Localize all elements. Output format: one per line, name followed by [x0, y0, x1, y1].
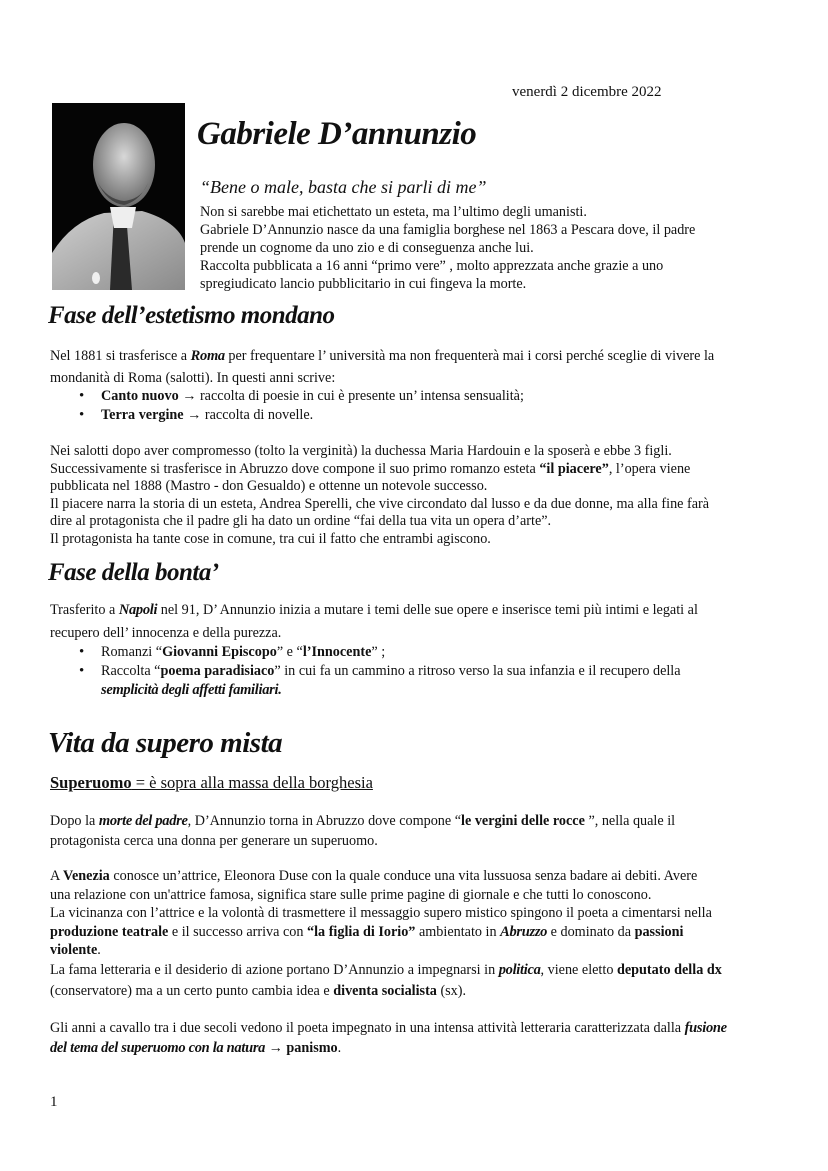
paragraph [50, 599, 698, 645]
text-segment: Successivamente si trasferisce in Abruzzo dove compone il suo primo romanzo esteta [50, 460, 540, 477]
text-line [50, 867, 712, 886]
section-heading-bonta: Fase della bonta’ [48, 559, 219, 586]
text-line [50, 904, 712, 923]
text-line [101, 681, 681, 700]
text-segment: pubblicata nel 1888 (Mastro - don Gesualdo) e ottenne un notevole successo. [50, 478, 488, 495]
text-segment: Il piacere narra la storia di un esteta, Andrea Sperelli, che vive circondato dal lusso e da due donne, ma alla fine farà [50, 495, 710, 512]
emphasis-text: poema paradisiaco [160, 663, 275, 679]
text-segment: Gabriele D’Annunzio nasce da una famiglia borghese nel 1863 a Pescara dove, il padre [200, 222, 696, 238]
text-segment: Nei salotti dopo aver compromesso (tolto la verginità) la duchessa Maria Hardouin e la sposerà e ebbe 3 figli. [50, 443, 672, 459]
text-segment: una relazione con un'attrice famosa, significa stare sulle prime pagine di giornale e che tutti lo conoscono. [50, 886, 652, 903]
text-segment: → [265, 1040, 287, 1056]
text-line [50, 981, 722, 1002]
emphasis-text: “il piacere” [539, 460, 609, 477]
text-line [50, 478, 709, 496]
text-segment: e dominato da [547, 923, 635, 940]
text-line [50, 496, 709, 514]
emphasis-text: produzione teatrale [50, 923, 169, 940]
handwritten-emphasis: Abruzzo [500, 923, 548, 940]
section-heading-superomismo: Vita da supero mista [48, 727, 283, 759]
text-segment: Non si sarebbe mai etichettato un esteta, ma l’ultimo degli umanisti. [200, 204, 587, 220]
handwritten-emphasis: Napoli [118, 602, 158, 618]
text-segment: → raccolta di poesie in cui è presente un’ intensa sensualità; [178, 388, 524, 404]
paragraph [50, 1018, 727, 1058]
handwritten-emphasis: Roma [190, 348, 225, 364]
text-segment: ”, nella quale il [584, 813, 676, 829]
emphasis-text: Terra vergine [101, 407, 184, 423]
paragraph [50, 811, 675, 851]
text-segment: Dopo la [50, 813, 99, 829]
text-segment: (sx). [436, 983, 467, 999]
emphasis-text: Giovanni Episcopo [162, 644, 277, 660]
text-segment: ” e “ [276, 644, 303, 660]
emphasis-text: le vergini delle rocce [461, 813, 585, 829]
text-line [50, 811, 675, 831]
emphasis-text: diventa socialista [333, 983, 437, 999]
text-segment: , D’Annunzio torna in Abruzzo dove compone “ [187, 813, 462, 829]
bullet-list [101, 643, 681, 700]
handwritten-emphasis: morte del padre [98, 813, 188, 829]
text-segment: La fama letteraria e il desiderio di azione portano D’Annunzio a impegnarsi in [50, 962, 499, 978]
date: venerdì 2 dicembre 2022 [512, 84, 662, 100]
text-line [50, 1018, 727, 1038]
emphasis-text: Venezia [63, 868, 110, 884]
quote: “Bene o male, basta che si parli di me” [200, 177, 487, 197]
text-segment: ” in cui fa un cammino a ritroso verso la sua infanzia e il recupero della [274, 663, 681, 679]
paragraph [50, 443, 709, 549]
emphasis-text: l’Innocente [302, 644, 372, 660]
text-line [50, 443, 709, 461]
text-segment: recupero dell’ innocenza e della purezza. [50, 625, 282, 641]
text-segment: nel 91, D’ Annunzio inizia a mutare i temi delle sue opere e inserisce temi più intimi e legati al [157, 602, 698, 618]
text-line [50, 960, 722, 981]
text-segment: Raccolta pubblicata a 16 anni “primo vere” , molto apprezzata anche grazie a uno [200, 258, 664, 274]
handwritten-emphasis: semplicità degli affetti familiari. [101, 682, 282, 698]
emphasis-text: deputato della dx [616, 962, 722, 978]
text-segment: . [97, 942, 101, 959]
text-line [50, 1038, 727, 1058]
text-segment: Romanzi “ [101, 644, 163, 660]
text-line [200, 203, 695, 221]
bullet-list [101, 387, 524, 425]
paragraph [50, 867, 712, 960]
text-segment: dire al protagonista che il padre gli ha dato un ordine “fai della tua vita un opera d’arte”. [50, 513, 552, 530]
text-segment: e il successo arriva con [168, 923, 308, 940]
handwritten-emphasis: del tema del superuomo con la natura [50, 1040, 266, 1056]
paragraph [50, 345, 714, 389]
text-segment: , l’opera viene [608, 460, 691, 477]
text-segment: Nel 1881 si trasferisce a [50, 348, 191, 364]
text-segment: per frequentare l’ università ma non frequenterà mai i corsi perché sceglie di vivere la [224, 348, 715, 364]
emphasis-text: Superuomo [50, 773, 132, 792]
text-line [200, 221, 695, 239]
text-segment: → raccolta di novelle. [183, 407, 314, 423]
text-line [50, 923, 712, 942]
text-line [50, 461, 709, 479]
paragraph [50, 960, 722, 1002]
handwritten-emphasis: fusione [684, 1020, 727, 1036]
text-line [101, 643, 681, 662]
text-segment: Gli anni a cavallo tra i due secoli vedono il poeta impegnato in una intensa attività letteraria caratterizzata dalla [50, 1020, 685, 1036]
text-segment: Il protagonista ha tante cose in comune, tra cui il fatto che entrambi agiscono. [50, 530, 491, 547]
superuomo-definition [50, 773, 373, 793]
document-title: Gabriele D’annunzio [197, 116, 477, 152]
text-line [50, 886, 712, 905]
text-line [200, 257, 695, 275]
text-line [50, 599, 698, 622]
emphasis-text: “la figlia di Iorio” [307, 923, 416, 940]
text-segment: (conservatore) ma a un certo punto cambia idea e [50, 983, 334, 999]
text-segment: . [337, 1040, 342, 1056]
text-line [50, 367, 714, 389]
text-line [101, 406, 524, 425]
text-segment: prende un cognome da uno zio e di conseguenza anche lui. [200, 240, 534, 256]
text-line [50, 773, 373, 793]
text-segment: ambientato in [415, 923, 501, 940]
text-segment: Raccolta “ [101, 663, 161, 679]
text-segment: A [50, 868, 64, 884]
emphasis-text: panismo [286, 1040, 338, 1056]
text-segment: mondanità di Roma (salotti). In questi anni scrive: [50, 370, 336, 386]
emphasis-text: passioni [634, 923, 684, 940]
section-heading-estetismo: Fase dell’estetismo mondano [48, 302, 335, 329]
text-segment: Trasferito a [50, 602, 119, 618]
text-segment: conosce un’attrice, Eleonora Duse con la quale conduce una vita lussuosa senza badare ai debiti. Avere [109, 868, 698, 884]
emphasis-text: violente [50, 942, 98, 959]
emphasis-text: = è sopra alla massa della borghesia [131, 773, 373, 792]
text-segment: protagonista cerca una donna per generare un superuomo. [50, 833, 378, 849]
intro-paragraph [200, 203, 695, 293]
text-segment: La vicinanza con l’attrice e la volontà di trasmettere il messaggio supero mistico spingono il poeta a cimentarsi nella [50, 905, 712, 922]
handwritten-emphasis: politica [498, 962, 541, 978]
text-segment: spregiudicato lancio pubblicitario in cui fingeva la morte. [200, 276, 527, 292]
text-line [50, 531, 709, 549]
text-segment: , viene eletto [540, 962, 617, 978]
portrait-photo [52, 103, 185, 290]
text-line [200, 275, 695, 293]
text-line [50, 345, 714, 367]
text-line [50, 513, 709, 531]
text-line [101, 662, 681, 681]
text-line [200, 239, 695, 257]
text-line [50, 622, 698, 645]
emphasis-text: Canto nuovo [101, 388, 179, 404]
text-segment: ” ; [371, 644, 386, 660]
page-number: 1 [50, 1094, 58, 1110]
text-line [101, 387, 524, 406]
text-line [50, 831, 675, 851]
text-line [50, 941, 712, 960]
